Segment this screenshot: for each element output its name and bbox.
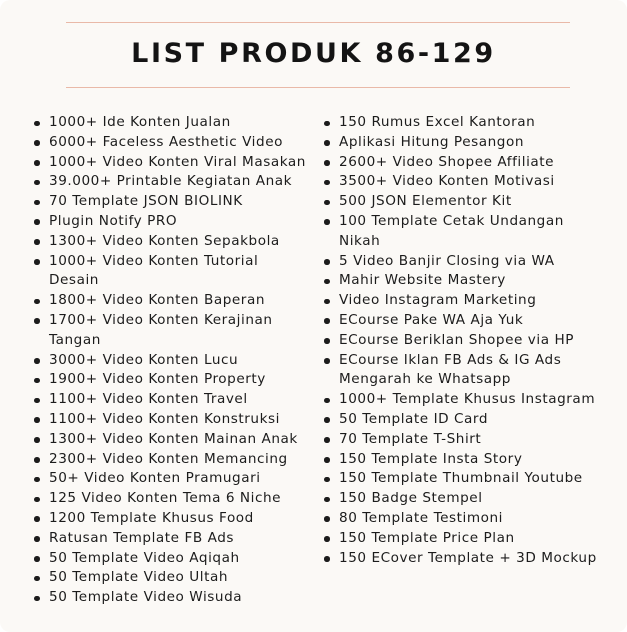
top-divider [66, 22, 570, 23]
list-item [322, 450, 622, 470]
list-item [322, 430, 622, 450]
list-item-text-continued: Mengarah ke Whatsapp [339, 371, 511, 388]
list-item [322, 212, 622, 252]
list-item [322, 271, 622, 291]
list-item [322, 410, 622, 430]
list-item-text: Video Instagram Marketing [339, 292, 537, 309]
list-item [32, 450, 318, 470]
list-item-text: ECourse Beriklan Shopee via HP [339, 331, 574, 348]
list-item-text: 50 Template Video Ultah [49, 569, 229, 586]
list-item-text: 50 Template Video Wisuda [49, 589, 243, 606]
list-item-text: 2600+ Video Shopee Affiliate [339, 153, 555, 170]
list-item-text: 1100+ Video Konten Konstruksi [49, 410, 280, 427]
list-item [32, 509, 318, 529]
list-item-text: 80 Template Testimoni [339, 509, 504, 526]
list-item [32, 370, 318, 390]
list-item [322, 331, 622, 351]
list-item [32, 133, 318, 153]
list-item [32, 390, 318, 410]
list-item [32, 172, 318, 192]
list-item-text: ECourse Iklan FB Ads & IG Ads [339, 351, 562, 368]
list-item [32, 252, 318, 292]
list-item [32, 568, 318, 588]
list-item-text: Aplikasi Hitung Pesangon [339, 133, 524, 150]
list-item-text: 1900+ Video Konten Property [49, 371, 266, 388]
list-item-text: 1700+ Video Konten Kerajinan [49, 311, 273, 328]
list-item [322, 153, 622, 173]
list-item-text: 150 Template Insta Story [339, 450, 523, 467]
list-item-text: 150 Badge Stempel [339, 490, 483, 507]
list-item [322, 529, 622, 549]
list-item [32, 291, 318, 311]
list-item [322, 113, 622, 133]
list-item-text: 50 Template Video Aqiqah [49, 549, 240, 566]
list-item [32, 192, 318, 212]
list-item-text: 6000+ Faceless Aesthetic Video [49, 133, 283, 150]
list-item [322, 489, 622, 509]
list-item-text: 70 Template JSON BIOLINK [49, 193, 243, 210]
list-item [32, 113, 318, 133]
list-item-text: 3000+ Video Konten Lucu [49, 351, 239, 368]
list-item-text: 1200 Template Khusus Food [49, 509, 254, 526]
list-item [322, 291, 622, 311]
list-item [322, 192, 622, 212]
list-item [322, 549, 622, 569]
list-item-text: 50 Template ID Card [339, 410, 489, 427]
product-list-right [322, 113, 622, 568]
list-item-text: Mahir Website Mastery [339, 272, 506, 289]
list-item [322, 390, 622, 410]
list-item [32, 410, 318, 430]
list-item [322, 311, 622, 331]
list-item-text: 1000+ Video Konten Tutorial [49, 252, 259, 269]
list-item-text: 150 Template Price Plan [339, 529, 515, 546]
list-item [32, 311, 318, 351]
list-item [322, 252, 622, 272]
list-item [322, 351, 622, 391]
list-item-text: 150 Rumus Excel Kantoran [339, 114, 536, 130]
list-item-text: 50+ Video Konten Pramugari [49, 470, 261, 487]
list-item [32, 430, 318, 450]
list-item [322, 133, 622, 153]
list-item-text-continued: Tangan [49, 331, 101, 348]
list-item-text: 100 Template Cetak Undangan [339, 212, 564, 229]
list-item-text: 1000+ Ide Konten Jualan [49, 114, 231, 130]
list-item [32, 529, 318, 549]
bottom-divider [66, 87, 570, 88]
list-item [322, 469, 622, 489]
list-item-text: 70 Template T-Shirt [339, 430, 482, 447]
list-item-text: ECourse Pake WA Aja Yuk [339, 311, 524, 328]
list-item-text: Plugin Notify PRO [49, 212, 178, 229]
list-item-text: 150 ECover Template + 3D Mockup [339, 549, 597, 566]
list-item [322, 509, 622, 529]
list-item [322, 172, 622, 192]
list-item [32, 153, 318, 173]
list-item-text: 1000+ Template Khusus Instagram [339, 391, 596, 408]
product-list-left [32, 113, 318, 608]
list-item-text: 3500+ Video Konten Motivasi [339, 173, 555, 190]
list-item-text: 2300+ Video Konten Memancing [49, 450, 288, 467]
list-item [32, 232, 318, 252]
page-title: LIST PRODUK 86-129 [131, 38, 496, 69]
list-item-text: Ratusan Template FB Ads [49, 529, 235, 546]
list-item [32, 489, 318, 509]
list-item [32, 212, 318, 232]
list-item-text: 1300+ Video Konten Mainan Anak [49, 430, 298, 447]
list-item [32, 469, 318, 489]
list-item-text: 1000+ Video Konten Viral Masakan [49, 153, 306, 170]
list-item [32, 588, 318, 608]
list-item-text: 1300+ Video Konten Sepakbola [49, 232, 280, 249]
list-item-text-continued: Desain [49, 272, 99, 289]
list-item-text: 500 JSON Elementor Kit [339, 193, 512, 210]
list-item [32, 549, 318, 569]
list-item-text-continued: Nikah [339, 232, 381, 249]
list-item-text: 39.000+ Printable Kegiatan Anak [49, 173, 293, 190]
list-item-text: 5 Video Banjir Closing via WA [339, 252, 555, 269]
list-item [32, 351, 318, 371]
list-item-text: 1800+ Video Konten Baperan [49, 292, 265, 309]
list-item-text: 125 Video Konten Tema 6 Niche [49, 490, 282, 507]
list-item-text: 150 Template Thumbnail Youtube [339, 470, 583, 487]
list-item-text: 1100+ Video Konten Travel [49, 391, 248, 408]
